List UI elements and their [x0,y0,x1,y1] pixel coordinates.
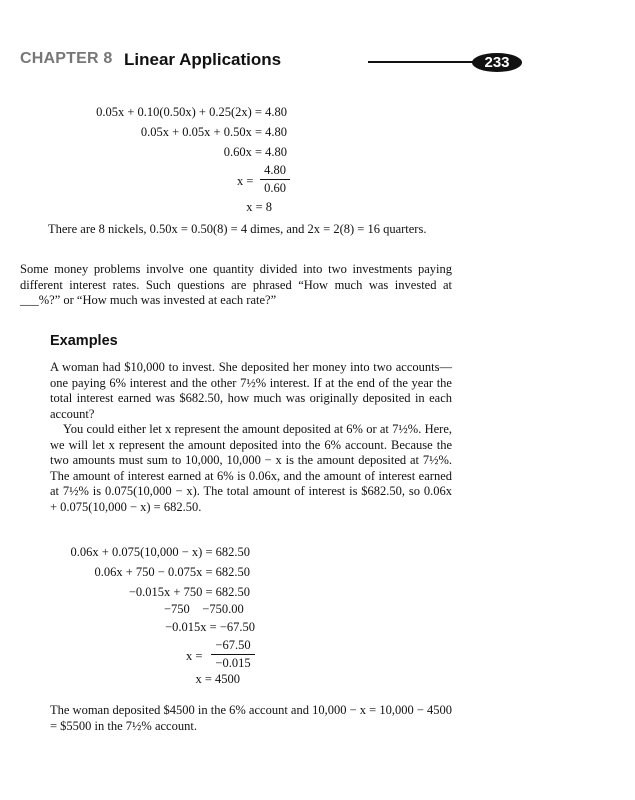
eq2-fraction [211,637,255,672]
eq2-line7: x = 4500 [195,672,240,686]
eq2-line5: −0.015x = −67.50 [165,620,255,634]
header-rule [368,61,480,63]
eq2-line4-text: −750 −750.00 [164,602,244,616]
intro-paragraph: Some money problems involve one quantity divided into two investments paying different interest rates. Such questions are phrased “How much was invested at ___%?” or “How much was invested at each rate?” [20,262,452,307]
eq1-line4-lhs: x = [237,174,254,188]
eq2-line6-lhs: x = [186,649,203,663]
eq2-line3: −0.015x + 750 = 682.50 [128,585,250,599]
eq2-line2: 0.06x + 750 − 0.075x = 682.50 [94,565,250,579]
eq2-fraction-denominator: −0.015 [215,656,251,670]
eq2-line4 [164,602,244,617]
page-number-badge: 233 [472,53,522,72]
eq1-line1: 0.05x + 0.10(0.50x) + 0.25(2x) = 4.80 [96,105,287,119]
eq2-line1: 0.06x + 0.075(10,000 − x) = 682.50 [70,545,250,559]
eq1-fraction-numerator: 4.80 [260,162,290,180]
eq2-fraction-numerator: −67.50 [211,637,255,655]
chapter-title: Linear Applications [124,50,282,69]
example-problem: A woman had $10,000 to invest. She deposited her money into two accounts—one paying 6% interest and the other 7½% interest. If at the end of the year the total interest earned was $682.50, how much was originally deposited in each account? [50,360,452,421]
conclusion-text: The woman deposited $4500 in the 6% account and 10,000 − x = 10,000 − 4500 = $5500 in the 7½% account. [50,703,452,733]
chapter-label: CHAPTER 8 [20,50,113,67]
nickels-result-text: There are 8 nickels, 0.50x = 0.50(8) = 4 dimes, and 2x = 2(8) = 16 quarters. [48,222,427,236]
examples-heading: Examples [50,333,118,349]
eq1-fraction-denominator: 0.60 [264,181,286,195]
example-solution: You could either let x represent the amount deposited at 6% or at 7½%. Here, we will let x represent the amount deposited into the 6% account. Because the two amounts must sum to 10,000, 10,000 − x is the amount deposited at 7½%. The amount of interest earned at 6% is 0.06x, and the amount of interest earned at 7½% is 0.075(10,000 − x). The total amount of interest is $682.50, so 0.06x + 0.075(10,000 − x) = 682.50. [50,422,452,514]
eq1-fraction [260,162,290,197]
eq1-line5: x = 8 [246,200,272,214]
eq1-line2: 0.05x + 0.05x + 0.50x = 4.80 [140,125,287,139]
eq1-line3: 0.60x = 4.80 [223,145,287,159]
